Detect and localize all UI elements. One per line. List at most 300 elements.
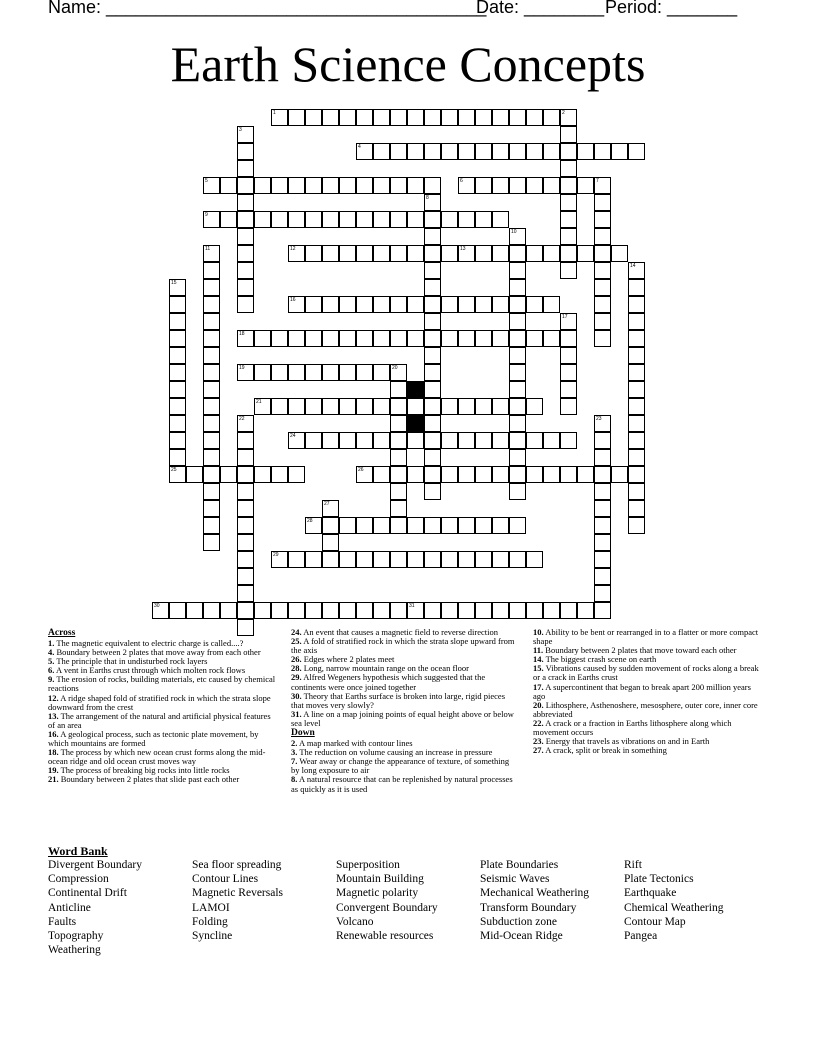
crossword-cell[interactable]: [509, 313, 526, 330]
crossword-cell[interactable]: [407, 398, 424, 415]
crossword-cell[interactable]: [424, 432, 441, 449]
crossword-cell[interactable]: [322, 602, 339, 619]
crossword-cell[interactable]: [407, 551, 424, 568]
crossword-cell[interactable]: [254, 177, 271, 194]
crossword-cell[interactable]: [492, 296, 509, 313]
crossword-cell[interactable]: [237, 143, 254, 160]
crossword-cell[interactable]: [509, 330, 526, 347]
crossword-cell[interactable]: [458, 109, 475, 126]
crossword-cell[interactable]: [305, 602, 322, 619]
crossword-cell[interactable]: [509, 347, 526, 364]
crossword-cell[interactable]: [203, 432, 220, 449]
crossword-cell[interactable]: [169, 466, 186, 483]
crossword-cell[interactable]: [339, 330, 356, 347]
crossword-cell[interactable]: [594, 245, 611, 262]
crossword-cell[interactable]: [509, 364, 526, 381]
crossword-cell[interactable]: [509, 279, 526, 296]
crossword-cell[interactable]: [322, 500, 339, 517]
crossword-cell[interactable]: [203, 347, 220, 364]
crossword-cell[interactable]: [237, 585, 254, 602]
crossword-cell[interactable]: [628, 398, 645, 415]
crossword-cell[interactable]: [390, 177, 407, 194]
crossword-cell[interactable]: [475, 143, 492, 160]
crossword-cell[interactable]: [237, 279, 254, 296]
crossword-cell[interactable]: [407, 245, 424, 262]
crossword-cell[interactable]: [611, 466, 628, 483]
crossword-cell[interactable]: [475, 602, 492, 619]
crossword-cell[interactable]: [441, 143, 458, 160]
crossword-cell[interactable]: [594, 466, 611, 483]
crossword-cell[interactable]: [594, 279, 611, 296]
crossword-cell[interactable]: [543, 143, 560, 160]
crossword-cell[interactable]: [475, 330, 492, 347]
crossword-cell[interactable]: [169, 602, 186, 619]
crossword-cell[interactable]: [356, 296, 373, 313]
crossword-cell[interactable]: [424, 109, 441, 126]
crossword-cell[interactable]: [390, 500, 407, 517]
crossword-cell[interactable]: [628, 262, 645, 279]
crossword-cell[interactable]: [577, 143, 594, 160]
crossword-cell[interactable]: [203, 381, 220, 398]
crossword-cell[interactable]: [237, 177, 254, 194]
crossword-cell[interactable]: [424, 381, 441, 398]
crossword-cell[interactable]: [577, 466, 594, 483]
crossword-cell[interactable]: [594, 432, 611, 449]
crossword-cell[interactable]: [169, 449, 186, 466]
crossword-cell[interactable]: [560, 262, 577, 279]
crossword-cell[interactable]: [203, 330, 220, 347]
crossword-cell[interactable]: [390, 551, 407, 568]
crossword-cell[interactable]: [169, 364, 186, 381]
crossword-cell[interactable]: [475, 398, 492, 415]
crossword-cell[interactable]: [220, 177, 237, 194]
crossword-cell[interactable]: [339, 602, 356, 619]
crossword-cell[interactable]: [526, 296, 543, 313]
crossword-cell[interactable]: [305, 245, 322, 262]
crossword-cell[interactable]: [237, 483, 254, 500]
crossword-cell[interactable]: [492, 517, 509, 534]
crossword-cell[interactable]: [169, 313, 186, 330]
crossword-cell[interactable]: [458, 143, 475, 160]
crossword-cell[interactable]: [594, 449, 611, 466]
crossword-cell[interactable]: [441, 245, 458, 262]
crossword-cell[interactable]: [237, 466, 254, 483]
crossword-cell[interactable]: [577, 245, 594, 262]
crossword-cell[interactable]: [356, 330, 373, 347]
crossword-cell[interactable]: [373, 296, 390, 313]
crossword-cell[interactable]: [594, 143, 611, 160]
crossword-cell[interactable]: [458, 517, 475, 534]
crossword-cell[interactable]: [441, 296, 458, 313]
crossword-cell[interactable]: [407, 296, 424, 313]
crossword-cell[interactable]: [628, 364, 645, 381]
crossword-cell[interactable]: [152, 602, 169, 619]
crossword-cell[interactable]: [560, 109, 577, 126]
crossword-cell[interactable]: [594, 483, 611, 500]
crossword-cell[interactable]: [458, 296, 475, 313]
crossword-cell[interactable]: [441, 330, 458, 347]
crossword-cell[interactable]: [356, 517, 373, 534]
crossword-cell[interactable]: [390, 143, 407, 160]
crossword-cell[interactable]: [373, 466, 390, 483]
crossword-cell[interactable]: [288, 398, 305, 415]
crossword-cell[interactable]: [288, 364, 305, 381]
crossword-cell[interactable]: [509, 551, 526, 568]
crossword-cell[interactable]: [475, 517, 492, 534]
crossword-cell[interactable]: [373, 364, 390, 381]
crossword-cell[interactable]: [373, 398, 390, 415]
crossword-cell[interactable]: [373, 517, 390, 534]
crossword-cell[interactable]: [390, 449, 407, 466]
crossword-cell[interactable]: [407, 143, 424, 160]
crossword-cell[interactable]: [356, 551, 373, 568]
crossword-cell[interactable]: [475, 109, 492, 126]
crossword-cell[interactable]: [594, 517, 611, 534]
crossword-cell[interactable]: [237, 126, 254, 143]
crossword-cell[interactable]: [628, 449, 645, 466]
crossword-cell[interactable]: [424, 364, 441, 381]
crossword-cell[interactable]: [237, 602, 254, 619]
crossword-cell[interactable]: [424, 262, 441, 279]
crossword-cell[interactable]: [560, 228, 577, 245]
crossword-cell[interactable]: [322, 432, 339, 449]
crossword-cell[interactable]: [424, 551, 441, 568]
crossword-cell[interactable]: [424, 347, 441, 364]
crossword-cell[interactable]: [203, 296, 220, 313]
crossword-cell[interactable]: [305, 551, 322, 568]
crossword-cell[interactable]: [560, 160, 577, 177]
crossword-cell[interactable]: [577, 177, 594, 194]
crossword-cell[interactable]: [322, 177, 339, 194]
crossword-cell[interactable]: [271, 466, 288, 483]
crossword-cell[interactable]: [560, 126, 577, 143]
crossword-cell[interactable]: [458, 432, 475, 449]
crossword-cell[interactable]: [407, 432, 424, 449]
crossword-cell[interactable]: [305, 177, 322, 194]
crossword-cell[interactable]: [458, 177, 475, 194]
crossword-cell[interactable]: [543, 330, 560, 347]
crossword-cell[interactable]: [475, 177, 492, 194]
crossword-cell[interactable]: [237, 500, 254, 517]
crossword-cell[interactable]: [407, 517, 424, 534]
crossword-cell[interactable]: [220, 211, 237, 228]
crossword-cell[interactable]: [288, 330, 305, 347]
crossword-cell[interactable]: [203, 245, 220, 262]
crossword-cell[interactable]: [186, 602, 203, 619]
crossword-cell[interactable]: [560, 398, 577, 415]
crossword-cell[interactable]: [237, 534, 254, 551]
crossword-cell[interactable]: [543, 245, 560, 262]
crossword-cell[interactable]: [407, 602, 424, 619]
crossword-cell[interactable]: [458, 466, 475, 483]
crossword-cell[interactable]: [560, 194, 577, 211]
crossword-cell[interactable]: [628, 415, 645, 432]
crossword-cell[interactable]: [373, 551, 390, 568]
crossword-cell[interactable]: [458, 602, 475, 619]
crossword-cell[interactable]: [526, 330, 543, 347]
crossword-cell[interactable]: [560, 466, 577, 483]
crossword-cell[interactable]: [271, 364, 288, 381]
crossword-cell[interactable]: [390, 432, 407, 449]
crossword-cell[interactable]: [509, 262, 526, 279]
crossword-cell[interactable]: [424, 415, 441, 432]
crossword-cell[interactable]: [203, 449, 220, 466]
crossword-cell[interactable]: [424, 228, 441, 245]
crossword-cell[interactable]: [373, 432, 390, 449]
crossword-cell[interactable]: [203, 500, 220, 517]
crossword-cell[interactable]: [424, 517, 441, 534]
crossword-cell[interactable]: [169, 381, 186, 398]
crossword-cell[interactable]: [492, 398, 509, 415]
crossword-cell[interactable]: [322, 364, 339, 381]
crossword-cell[interactable]: [356, 109, 373, 126]
crossword-cell[interactable]: [271, 602, 288, 619]
crossword-cell[interactable]: [424, 177, 441, 194]
crossword-cell[interactable]: [509, 228, 526, 245]
crossword-cell[interactable]: [628, 279, 645, 296]
crossword-cell[interactable]: [628, 296, 645, 313]
crossword-cell[interactable]: [271, 398, 288, 415]
crossword-cell[interactable]: [305, 211, 322, 228]
crossword-cell[interactable]: [611, 143, 628, 160]
crossword-cell[interactable]: [271, 211, 288, 228]
crossword-cell[interactable]: [424, 211, 441, 228]
crossword-cell[interactable]: [203, 211, 220, 228]
crossword-cell[interactable]: [628, 432, 645, 449]
crossword-cell[interactable]: [356, 245, 373, 262]
crossword-cell[interactable]: [390, 296, 407, 313]
crossword-cell[interactable]: [594, 568, 611, 585]
crossword-cell[interactable]: [509, 296, 526, 313]
crossword-cell[interactable]: [288, 245, 305, 262]
crossword-cell[interactable]: [356, 602, 373, 619]
crossword-cell[interactable]: [220, 466, 237, 483]
crossword-cell[interactable]: [339, 211, 356, 228]
crossword-cell[interactable]: [237, 568, 254, 585]
crossword-cell[interactable]: [390, 211, 407, 228]
crossword-cell[interactable]: [237, 330, 254, 347]
crossword-cell[interactable]: [356, 364, 373, 381]
crossword-cell[interactable]: [203, 483, 220, 500]
crossword-cell[interactable]: [594, 313, 611, 330]
crossword-cell[interactable]: [390, 109, 407, 126]
crossword-cell[interactable]: [305, 330, 322, 347]
crossword-cell[interactable]: [169, 330, 186, 347]
crossword-cell[interactable]: [237, 517, 254, 534]
crossword-cell[interactable]: [373, 245, 390, 262]
crossword-cell[interactable]: [288, 296, 305, 313]
crossword-cell[interactable]: [322, 534, 339, 551]
crossword-cell[interactable]: [203, 534, 220, 551]
crossword-cell[interactable]: [458, 551, 475, 568]
crossword-cell[interactable]: [594, 534, 611, 551]
crossword-cell[interactable]: [475, 296, 492, 313]
crossword-cell[interactable]: [441, 211, 458, 228]
crossword-cell[interactable]: [509, 381, 526, 398]
crossword-cell[interactable]: [237, 211, 254, 228]
crossword-cell[interactable]: [424, 279, 441, 296]
crossword-cell[interactable]: [339, 398, 356, 415]
crossword-cell[interactable]: [594, 551, 611, 568]
crossword-cell[interactable]: [169, 296, 186, 313]
crossword-cell[interactable]: [288, 211, 305, 228]
crossword-cell[interactable]: [492, 466, 509, 483]
crossword-cell[interactable]: [526, 398, 543, 415]
crossword-cell[interactable]: [492, 211, 509, 228]
crossword-cell[interactable]: [373, 109, 390, 126]
crossword-cell[interactable]: [203, 466, 220, 483]
crossword-cell[interactable]: [322, 109, 339, 126]
crossword-cell[interactable]: [339, 177, 356, 194]
crossword-cell[interactable]: [492, 432, 509, 449]
crossword-cell[interactable]: [594, 262, 611, 279]
crossword-cell[interactable]: [458, 211, 475, 228]
crossword-cell[interactable]: [594, 602, 611, 619]
crossword-cell[interactable]: [441, 466, 458, 483]
crossword-cell[interactable]: [169, 432, 186, 449]
crossword-cell[interactable]: [305, 432, 322, 449]
crossword-cell[interactable]: [220, 602, 237, 619]
crossword-cell[interactable]: [322, 245, 339, 262]
crossword-cell[interactable]: [492, 143, 509, 160]
crossword-cell[interactable]: [373, 602, 390, 619]
crossword-cell[interactable]: [169, 398, 186, 415]
crossword-cell[interactable]: [628, 330, 645, 347]
crossword-cell[interactable]: [441, 551, 458, 568]
crossword-cell[interactable]: [254, 398, 271, 415]
crossword-cell[interactable]: [254, 211, 271, 228]
crossword-cell[interactable]: [390, 517, 407, 534]
crossword-cell[interactable]: [390, 602, 407, 619]
crossword-cell[interactable]: [237, 194, 254, 211]
crossword-cell[interactable]: [560, 381, 577, 398]
crossword-cell[interactable]: [373, 211, 390, 228]
crossword-cell[interactable]: [305, 296, 322, 313]
crossword-cell[interactable]: [390, 415, 407, 432]
crossword-cell[interactable]: [560, 602, 577, 619]
crossword-cell[interactable]: [390, 364, 407, 381]
crossword-cell[interactable]: [509, 398, 526, 415]
crossword-cell[interactable]: [322, 517, 339, 534]
crossword-cell[interactable]: [407, 466, 424, 483]
crossword-cell[interactable]: [288, 602, 305, 619]
crossword-cell[interactable]: [305, 109, 322, 126]
crossword-cell[interactable]: [322, 330, 339, 347]
crossword-cell[interactable]: [373, 330, 390, 347]
crossword-cell[interactable]: [441, 432, 458, 449]
crossword-cell[interactable]: [390, 466, 407, 483]
crossword-cell[interactable]: [628, 347, 645, 364]
crossword-cell[interactable]: [509, 483, 526, 500]
crossword-cell[interactable]: [509, 602, 526, 619]
crossword-cell[interactable]: [560, 432, 577, 449]
crossword-cell[interactable]: [237, 415, 254, 432]
crossword-cell[interactable]: [356, 143, 373, 160]
crossword-cell[interactable]: [254, 364, 271, 381]
crossword-cell[interactable]: [288, 109, 305, 126]
crossword-cell[interactable]: [186, 466, 203, 483]
crossword-cell[interactable]: [628, 466, 645, 483]
crossword-cell[interactable]: [339, 296, 356, 313]
crossword-cell[interactable]: [271, 330, 288, 347]
crossword-cell[interactable]: [628, 381, 645, 398]
crossword-cell[interactable]: [407, 211, 424, 228]
crossword-cell[interactable]: [424, 296, 441, 313]
crossword-cell[interactable]: [271, 551, 288, 568]
crossword-cell[interactable]: [594, 330, 611, 347]
crossword-cell[interactable]: [560, 177, 577, 194]
crossword-cell[interactable]: [509, 177, 526, 194]
crossword-cell[interactable]: [237, 228, 254, 245]
crossword-cell[interactable]: [271, 177, 288, 194]
crossword-cell[interactable]: [509, 143, 526, 160]
crossword-cell[interactable]: [237, 296, 254, 313]
crossword-cell[interactable]: [509, 415, 526, 432]
crossword-cell[interactable]: [560, 364, 577, 381]
crossword-cell[interactable]: [492, 551, 509, 568]
crossword-cell[interactable]: [390, 330, 407, 347]
crossword-cell[interactable]: [560, 347, 577, 364]
crossword-cell[interactable]: [203, 415, 220, 432]
crossword-cell[interactable]: [373, 143, 390, 160]
crossword-cell[interactable]: [492, 245, 509, 262]
crossword-cell[interactable]: [356, 398, 373, 415]
crossword-cell[interactable]: [407, 330, 424, 347]
crossword-cell[interactable]: [543, 296, 560, 313]
crossword-cell[interactable]: [288, 466, 305, 483]
crossword-cell[interactable]: [288, 432, 305, 449]
crossword-cell[interactable]: [373, 177, 390, 194]
crossword-cell[interactable]: [560, 143, 577, 160]
crossword-cell[interactable]: [254, 466, 271, 483]
crossword-cell[interactable]: [492, 602, 509, 619]
crossword-cell[interactable]: [424, 330, 441, 347]
crossword-cell[interactable]: [441, 109, 458, 126]
crossword-cell[interactable]: [356, 432, 373, 449]
crossword-cell[interactable]: [577, 602, 594, 619]
crossword-cell[interactable]: [203, 279, 220, 296]
crossword-cell[interactable]: [594, 585, 611, 602]
crossword-cell[interactable]: [271, 109, 288, 126]
crossword-cell[interactable]: [526, 177, 543, 194]
crossword-cell[interactable]: [475, 432, 492, 449]
crossword-cell[interactable]: [526, 551, 543, 568]
crossword-cell[interactable]: [339, 109, 356, 126]
crossword-cell[interactable]: [424, 602, 441, 619]
crossword-cell[interactable]: [492, 109, 509, 126]
crossword-cell[interactable]: [424, 313, 441, 330]
crossword-cell[interactable]: [526, 432, 543, 449]
crossword-cell[interactable]: [509, 109, 526, 126]
crossword-cell[interactable]: [628, 483, 645, 500]
crossword-cell[interactable]: [475, 211, 492, 228]
crossword-cell[interactable]: [424, 483, 441, 500]
crossword-cell[interactable]: [560, 313, 577, 330]
crossword-cell[interactable]: [203, 398, 220, 415]
crossword-cell[interactable]: [169, 415, 186, 432]
crossword-cell[interactable]: [492, 177, 509, 194]
crossword-cell[interactable]: [424, 466, 441, 483]
crossword-cell[interactable]: [441, 398, 458, 415]
crossword-cell[interactable]: [203, 313, 220, 330]
crossword-cell[interactable]: [594, 296, 611, 313]
crossword-cell[interactable]: [509, 517, 526, 534]
crossword-cell[interactable]: [594, 211, 611, 228]
crossword-cell[interactable]: [305, 398, 322, 415]
crossword-cell[interactable]: [390, 398, 407, 415]
crossword-cell[interactable]: [203, 602, 220, 619]
crossword-cell[interactable]: [526, 109, 543, 126]
